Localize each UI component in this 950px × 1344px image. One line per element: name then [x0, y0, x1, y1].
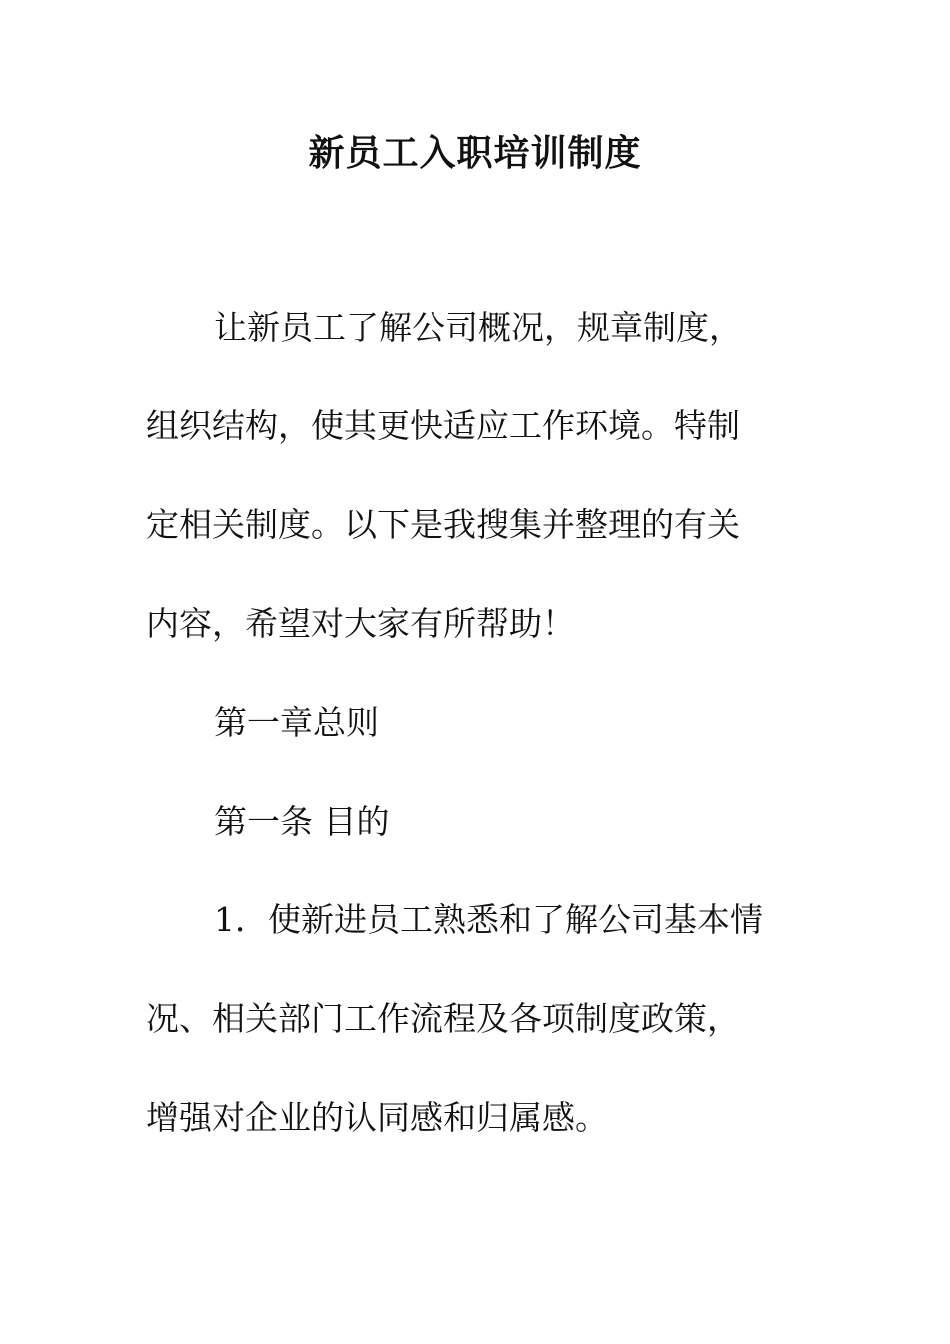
item-1-line-3: 增强对企业的认同感和归属感。 — [146, 1098, 608, 1137]
intro-line-3: 定相关制度。以下是我搜集并整理的有关 — [146, 505, 740, 544]
intro-line-1: 让新员工了解公司概况，规章制度， — [214, 308, 742, 347]
chapter-heading: 第一章总则 — [214, 703, 379, 742]
intro-line-4: 内容，希望对大家有所帮助！ — [146, 604, 575, 643]
article-heading: 第一条 目的 — [214, 802, 390, 841]
item-1-line-2: 况、相关部门工作流程及各项制度政策， — [146, 999, 740, 1038]
document-title: 新员工入职培训制度 — [308, 132, 642, 174]
item-1-line-1: 1．使新进员工熟悉和了解公司基本情 — [214, 900, 763, 939]
intro-line-2: 组织结构，使其更快适应工作环境。特制 — [146, 406, 740, 445]
